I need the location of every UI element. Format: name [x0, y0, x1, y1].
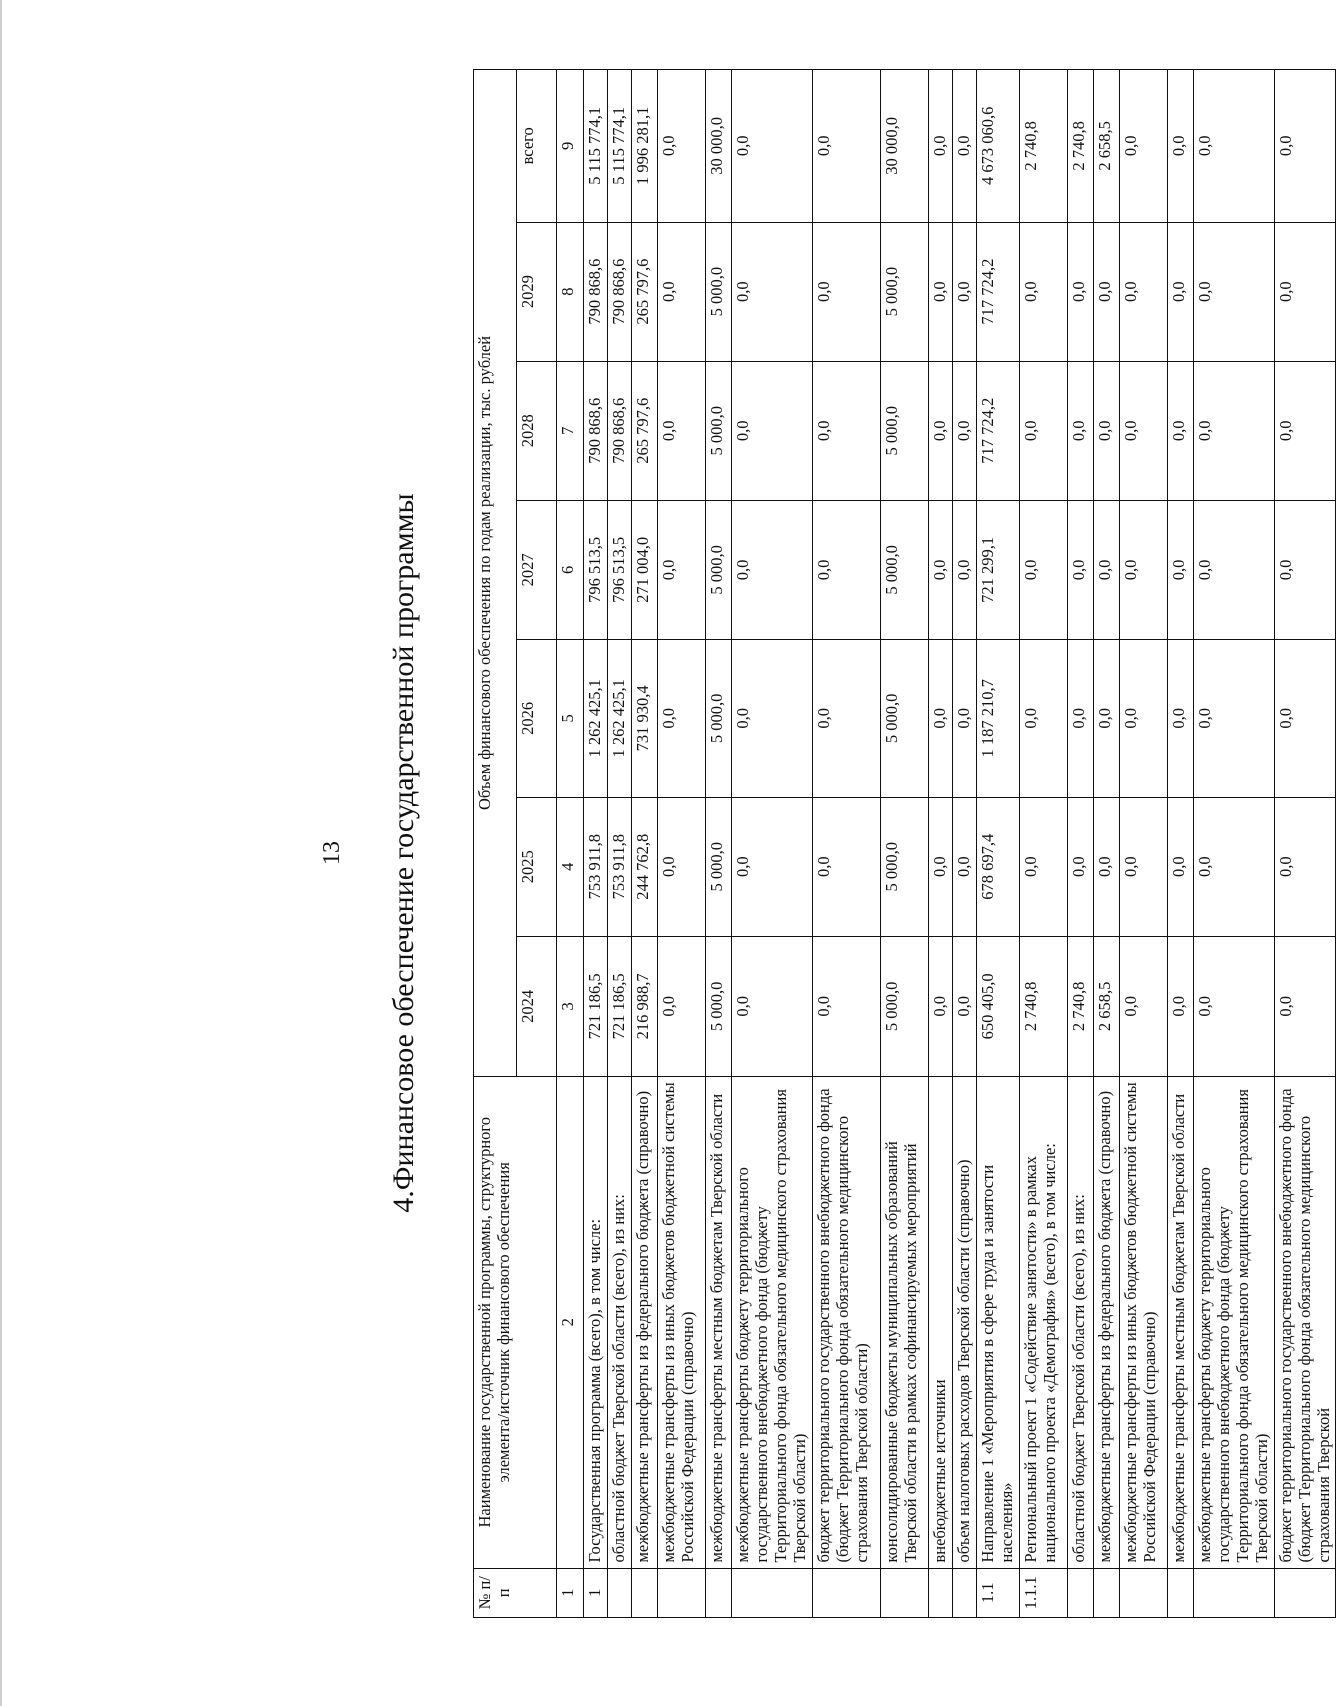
- value-cell: 0,0: [1093, 500, 1119, 639]
- row-number: 1: [584, 1568, 608, 1617]
- column-number: 9: [557, 70, 584, 223]
- table-row: [657, 70, 705, 1618]
- value-cell: 271 004,0: [631, 500, 657, 639]
- row-name: внебюджетные источники: [928, 1076, 952, 1568]
- page-title: 4.Финансовое обеспечение государственной программы: [387, 493, 420, 1213]
- value-cell: 0,0: [657, 361, 705, 500]
- value-cell: 753 911,8: [607, 797, 631, 936]
- value-cell: 0,0: [928, 797, 952, 936]
- table-row: [731, 70, 812, 1618]
- table-row: [880, 70, 928, 1618]
- row-name: Направление 1 «Мероприятия в сфере труда и занятости населения»: [976, 1076, 1019, 1568]
- financing-table: [473, 69, 1336, 1618]
- value-cell: 0,0: [1193, 936, 1274, 1076]
- value-cell: 0,0: [928, 500, 952, 639]
- value-cell: 0,0: [952, 797, 976, 936]
- value-cell: 678 697,4: [976, 797, 1019, 936]
- value-cell: 5 000,0: [880, 222, 928, 361]
- total-cell: 5 115 774,1: [584, 70, 608, 223]
- total-cell: 2 740,8: [1019, 70, 1067, 223]
- value-cell: 0,0: [1274, 361, 1336, 500]
- value-cell: 0,0: [657, 222, 705, 361]
- row-number: [657, 1568, 705, 1617]
- value-cell: 0,0: [1193, 500, 1274, 639]
- value-cell: 0,0: [1193, 222, 1274, 361]
- row-number: [880, 1568, 928, 1617]
- value-cell: 0,0: [1167, 500, 1193, 639]
- column-number: 6: [557, 500, 584, 639]
- row-name: бюджет территориального государственного внебюджетного фонда (бюджет Территориального фонда обязательного медицинского страхования Тверской области): [812, 1076, 880, 1568]
- header-volume: Объем финансового обеспечения по годам реализации, тыс. рублей: [474, 70, 517, 1077]
- value-cell: 0,0: [1067, 222, 1093, 361]
- value-cell: 0,0: [1093, 639, 1119, 797]
- row-number: [1274, 1568, 1336, 1617]
- value-cell: 790 868,6: [607, 222, 631, 361]
- table-row: [976, 70, 1019, 1618]
- row-number: [1193, 1568, 1274, 1617]
- column-number: 7: [557, 361, 584, 500]
- total-cell: 0,0: [657, 70, 705, 223]
- table-row: [607, 70, 631, 1618]
- header-year: 2029: [517, 222, 557, 361]
- row-number: [928, 1568, 952, 1617]
- value-cell: 796 513,5: [584, 500, 608, 639]
- value-cell: 5 000,0: [880, 500, 928, 639]
- header-year: 2027: [517, 500, 557, 639]
- header-no: № п/п: [474, 1568, 557, 1617]
- value-cell: 790 868,6: [584, 222, 608, 361]
- row-number: 1.1.1: [1019, 1568, 1067, 1617]
- value-cell: 0,0: [731, 361, 812, 500]
- row-number: [1093, 1568, 1119, 1617]
- value-cell: 265 797,6: [631, 361, 657, 500]
- value-cell: 0,0: [731, 936, 812, 1076]
- value-cell: 0,0: [1019, 639, 1067, 797]
- header-year: 2025: [517, 797, 557, 936]
- row-number: [1167, 1568, 1193, 1617]
- value-cell: 1 262 425,1: [584, 639, 608, 797]
- header-year: 2024: [517, 936, 557, 1076]
- column-number: 8: [557, 222, 584, 361]
- value-cell: 0,0: [1193, 361, 1274, 500]
- value-cell: 5 000,0: [705, 222, 731, 361]
- column-number: 4: [557, 797, 584, 936]
- value-cell: 0,0: [952, 361, 976, 500]
- value-cell: 0,0: [812, 222, 880, 361]
- value-cell: 790 868,6: [584, 361, 608, 500]
- value-cell: 0,0: [1067, 797, 1093, 936]
- value-cell: 790 868,6: [607, 361, 631, 500]
- total-cell: 4 673 060,6: [976, 70, 1019, 223]
- row-name: межбюджетные трансферты из федерального бюджета (справочно): [631, 1076, 657, 1568]
- value-cell: 0,0: [1119, 500, 1167, 639]
- row-number: [631, 1568, 657, 1617]
- value-cell: 0,0: [928, 361, 952, 500]
- value-cell: 265 797,6: [631, 222, 657, 361]
- row-name: Государственная программа (всего), в том числе:: [584, 1076, 608, 1568]
- header-name: Наименование государственной программы, структурного элемента/источник финансового обеспечения: [474, 1076, 557, 1568]
- value-cell: 0,0: [1167, 639, 1193, 797]
- value-cell: 0,0: [1193, 797, 1274, 936]
- row-name: объем налоговых расходов Тверской области (справочно): [952, 1076, 976, 1568]
- value-cell: 5 000,0: [880, 639, 928, 797]
- value-cell: 0,0: [1119, 222, 1167, 361]
- value-cell: 0,0: [731, 500, 812, 639]
- row-number: [952, 1568, 976, 1617]
- value-cell: 0,0: [1167, 936, 1193, 1076]
- header-year: 2026: [517, 639, 557, 797]
- total-cell: 0,0: [928, 70, 952, 223]
- row-number: [607, 1568, 631, 1617]
- table-row: [1019, 70, 1067, 1618]
- total-cell: 30 000,0: [880, 70, 928, 223]
- value-cell: 0,0: [731, 222, 812, 361]
- value-cell: 0,0: [1067, 639, 1093, 797]
- table-row: [1274, 70, 1336, 1618]
- row-number: [1119, 1568, 1167, 1617]
- row-name: межбюджетные трансферты из иных бюджетов бюджетной системы Российской Федерации (справочно): [1119, 1076, 1167, 1568]
- value-cell: 0,0: [812, 639, 880, 797]
- total-cell: 0,0: [1119, 70, 1167, 223]
- table-row: [705, 70, 731, 1618]
- total-cell: 0,0: [952, 70, 976, 223]
- value-cell: 5 000,0: [705, 500, 731, 639]
- value-cell: 5 000,0: [705, 361, 731, 500]
- value-cell: 0,0: [952, 500, 976, 639]
- value-cell: 0,0: [1119, 797, 1167, 936]
- table-body: [584, 70, 1336, 1618]
- table-header: [474, 70, 584, 1618]
- total-cell: 2 658,5: [1093, 70, 1119, 223]
- value-cell: 753 911,8: [584, 797, 608, 936]
- value-cell: 721 299,1: [976, 500, 1019, 639]
- table-row: [584, 70, 608, 1618]
- value-cell: 0,0: [1274, 936, 1336, 1076]
- total-cell: 5 115 774,1: [607, 70, 631, 223]
- table-row: [631, 70, 657, 1618]
- value-cell: 0,0: [1093, 797, 1119, 936]
- row-name: межбюджетные трансферты из иных бюджетов бюджетной системы Российской Федерации (справочно): [657, 1076, 705, 1568]
- value-cell: 731 930,4: [631, 639, 657, 797]
- value-cell: 0,0: [1274, 222, 1336, 361]
- table-row: [952, 70, 976, 1618]
- value-cell: 0,0: [928, 639, 952, 797]
- header-year: 2028: [517, 361, 557, 500]
- row-name: консолидированные бюджеты муниципальных образований Тверской области в рамках софинансируемых мероприятий: [880, 1076, 928, 1568]
- value-cell: 0,0: [952, 639, 976, 797]
- table-row: [1093, 70, 1119, 1618]
- value-cell: 0,0: [1274, 639, 1336, 797]
- value-cell: 0,0: [952, 936, 976, 1076]
- value-cell: 0,0: [1019, 797, 1067, 936]
- row-name: межбюджетные трансферты местным бюджетам Тверской области: [705, 1076, 731, 1568]
- row-number: [1067, 1568, 1093, 1617]
- value-cell: 717 724,2: [976, 361, 1019, 500]
- row-number: 1.1: [976, 1568, 1019, 1617]
- value-cell: 2 658,5: [1093, 936, 1119, 1076]
- value-cell: 0,0: [731, 639, 812, 797]
- value-cell: 796 513,5: [607, 500, 631, 639]
- row-number: [812, 1568, 880, 1617]
- value-cell: 0,0: [1119, 639, 1167, 797]
- row-name: областной бюджет Тверской области (всего), из них:: [607, 1076, 631, 1568]
- value-cell: 5 000,0: [880, 797, 928, 936]
- value-cell: 0,0: [1093, 222, 1119, 361]
- table-row: [1193, 70, 1274, 1618]
- value-cell: 0,0: [1119, 361, 1167, 500]
- table-row: [1167, 70, 1193, 1618]
- table-row: [1119, 70, 1167, 1618]
- total-cell: 0,0: [1193, 70, 1274, 223]
- value-cell: 0,0: [1193, 639, 1274, 797]
- value-cell: 1 262 425,1: [607, 639, 631, 797]
- value-cell: 0,0: [657, 639, 705, 797]
- value-cell: 5 000,0: [705, 797, 731, 936]
- value-cell: 0,0: [1019, 361, 1067, 500]
- column-number: 5: [557, 639, 584, 797]
- row-name: межбюджетные трансферты бюджету территориального государственного внебюджетного фонда (бюджету Территориального фонда обязательного медицинского страхования Тверской области): [731, 1076, 812, 1568]
- row-name: бюджет территориального государственного внебюджетного фонда (бюджет Территориального фонда обязательного медицинского страхования Тверской: [1274, 1076, 1336, 1568]
- column-number: 1: [557, 1568, 584, 1617]
- value-cell: 721 186,5: [607, 936, 631, 1076]
- value-cell: 5 000,0: [880, 936, 928, 1076]
- column-number: 2: [557, 1076, 584, 1568]
- total-cell: 1 996 281,1: [631, 70, 657, 223]
- row-number: [705, 1568, 731, 1617]
- value-cell: 2 740,8: [1019, 936, 1067, 1076]
- value-cell: 717 724,2: [976, 222, 1019, 361]
- value-cell: 0,0: [1167, 222, 1193, 361]
- value-cell: 2 740,8: [1067, 936, 1093, 1076]
- value-cell: 0,0: [1093, 361, 1119, 500]
- value-cell: 650 405,0: [976, 936, 1019, 1076]
- value-cell: 5 000,0: [705, 639, 731, 797]
- column-number: 3: [557, 936, 584, 1076]
- row-name: областной бюджет Тверской области (всего), из них:: [1067, 1076, 1093, 1568]
- total-cell: 30 000,0: [705, 70, 731, 223]
- value-cell: 0,0: [1274, 797, 1336, 936]
- value-cell: 0,0: [1067, 361, 1093, 500]
- header-total: всего: [517, 70, 557, 223]
- value-cell: 0,0: [1274, 500, 1336, 639]
- value-cell: 0,0: [952, 222, 976, 361]
- total-cell: 0,0: [812, 70, 880, 223]
- row-name: межбюджетные трансферты местным бюджетам Тверской области: [1167, 1076, 1193, 1568]
- value-cell: 0,0: [657, 936, 705, 1076]
- value-cell: 0,0: [928, 936, 952, 1076]
- value-cell: 0,0: [812, 361, 880, 500]
- page-number: 13: [319, 841, 345, 865]
- value-cell: 5 000,0: [880, 361, 928, 500]
- value-cell: 244 762,8: [631, 797, 657, 936]
- total-cell: 2 740,8: [1067, 70, 1093, 223]
- total-cell: 0,0: [731, 70, 812, 223]
- value-cell: 0,0: [812, 500, 880, 639]
- value-cell: 0,0: [1019, 222, 1067, 361]
- value-cell: 0,0: [1019, 500, 1067, 639]
- total-cell: 0,0: [1274, 70, 1336, 223]
- table-row: [928, 70, 952, 1618]
- row-number: [731, 1568, 812, 1617]
- value-cell: 216 988,7: [631, 936, 657, 1076]
- value-cell: 0,0: [657, 500, 705, 639]
- value-cell: 0,0: [1119, 936, 1167, 1076]
- value-cell: 0,0: [1167, 361, 1193, 500]
- table-row: [1067, 70, 1093, 1618]
- value-cell: 0,0: [1067, 500, 1093, 639]
- value-cell: 0,0: [657, 797, 705, 936]
- value-cell: 5 000,0: [705, 936, 731, 1076]
- total-cell: 0,0: [1167, 70, 1193, 223]
- value-cell: 0,0: [1167, 797, 1193, 936]
- table-row: [812, 70, 880, 1618]
- value-cell: 1 187 210,7: [976, 639, 1019, 797]
- value-cell: 0,0: [731, 797, 812, 936]
- row-name: межбюджетные трансферты бюджету территориального государственного внебюджетного фонда (бюджету Территориального фонда обязательного медицинского страхования Тверской области): [1193, 1076, 1274, 1568]
- value-cell: 721 186,5: [584, 936, 608, 1076]
- row-name: Региональный проект 1 «Содействие занятости» в рамках национального проекта «Демография» (всего), в том числе:: [1019, 1076, 1067, 1568]
- value-cell: 0,0: [812, 797, 880, 936]
- rotated-page-content: [237, 0, 1333, 1706]
- value-cell: 0,0: [928, 222, 952, 361]
- row-name: межбюджетные трансферты из федерального бюджета (справочно): [1093, 1076, 1119, 1568]
- value-cell: 0,0: [812, 936, 880, 1076]
